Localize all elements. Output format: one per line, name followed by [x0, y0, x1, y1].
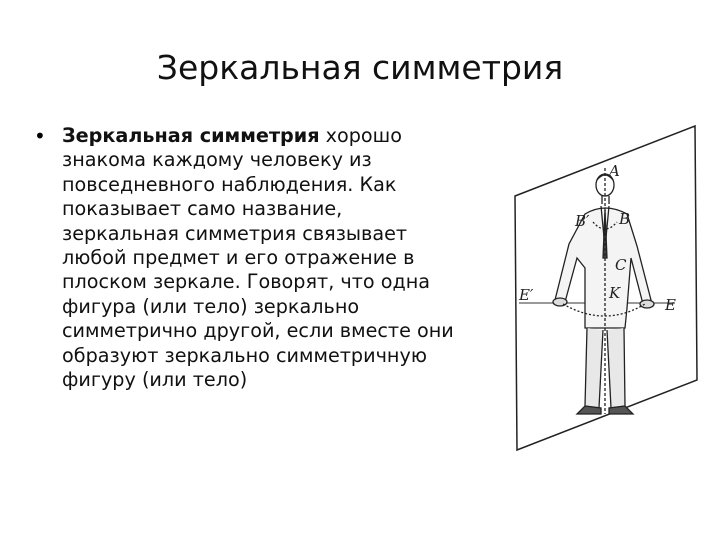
bullet-body: хорошо знакома каждому человеку из повседневного наблюдения. Как показывает само название, зеркальная симметрия связывает любой предмет и его отражение в плоском зеркале. Говорят, что одна фигура (или тело) зеркально симметрично другой, если вместе они образуют зеркально симметричную фигуру (или тело)	[62, 124, 454, 392]
bullet-bold-lead: Зеркальная симметрия	[62, 124, 320, 147]
label-b: B	[619, 210, 631, 228]
label-e-prime: E′	[519, 286, 534, 304]
bullet-marker: •	[34, 124, 46, 148]
label-k: K	[609, 284, 621, 302]
man-figure	[553, 168, 654, 414]
label-a: A	[609, 162, 620, 180]
label-c: C	[615, 256, 627, 274]
mirror-figure-svg	[505, 118, 710, 458]
bullet-paragraph	[34, 124, 464, 392]
slide-title: Зеркальная симметрия	[156, 48, 564, 87]
label-e: E	[665, 296, 676, 314]
label-b-prime: B′	[575, 212, 590, 230]
bullet-text	[62, 124, 464, 392]
mirror-symmetry-illustration	[505, 118, 710, 458]
